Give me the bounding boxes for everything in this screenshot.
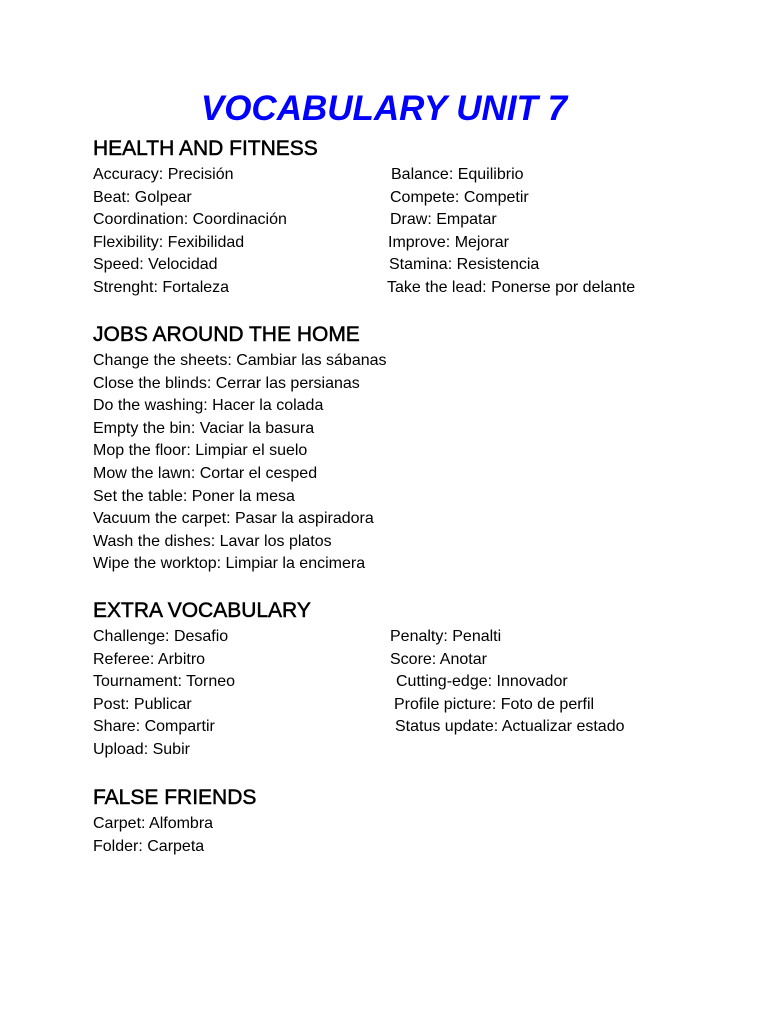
vocab-entry: Empty the bin: Vaciar la basura <box>93 419 315 437</box>
section-heading: EXTRA VOCABULARY <box>93 599 311 622</box>
vocab-entry: Take the lead: Ponerse por delante <box>387 278 636 296</box>
vocab-entry: Profile picture: Foto de perfil <box>394 695 595 713</box>
vocab-row <box>93 232 733 255</box>
vocab-entry: Wash the dishes: Lavar los platos <box>93 532 332 550</box>
vocab-entry: Coordination: Coordinación <box>93 211 287 229</box>
vocab-entry: Vacuum the carpet: Pasar la aspiradora <box>93 510 374 528</box>
vocab-entry: Flexibility: Fexibilidad <box>93 233 245 251</box>
section-health-and-fitness <box>93 136 733 300</box>
vocab-entry: Close the blinds: Cerrar las persianas <box>93 374 360 392</box>
section-extra-vocabulary <box>93 598 733 762</box>
vocab-entry: Change the sheets: Cambiar las sábanas <box>93 352 387 369</box>
vocab-row <box>93 531 733 554</box>
vocab-row <box>93 671 733 694</box>
vocab-row <box>93 395 733 418</box>
vocab-entry: Wipe the worktop: Limpiar la encimera <box>93 555 366 573</box>
vocab-entry: Strenght: Fortaleza <box>93 278 230 296</box>
document-title: VOCABULARY UNIT 7 <box>200 89 568 128</box>
vocab-row <box>93 716 733 739</box>
vocab-entry: Compete: Competir <box>390 188 529 206</box>
section-false-friends <box>93 785 733 858</box>
section-heading: FALSE FRIENDS <box>93 786 257 809</box>
vocab-row <box>93 373 733 396</box>
vocab-entry: Mop the floor: Limpiar el suelo <box>93 442 308 460</box>
vocab-entry: Challenge: Desafio <box>93 628 229 645</box>
vocab-entry: Do the washing: Hacer la colada <box>93 397 324 415</box>
vocab-entry: Speed: Velocidad <box>93 256 218 274</box>
vocab-row <box>93 508 733 531</box>
section-jobs-around-the-home <box>93 322 733 576</box>
vocab-entry: Set the table: Poner la mesa <box>93 487 295 505</box>
vocab-entry: Improve: Mejorar <box>388 233 509 251</box>
vocab-row <box>93 350 733 373</box>
vocab-entry: Penalty: Penalti <box>390 628 502 645</box>
vocab-entry: Beat: Golpear <box>93 188 192 206</box>
section-heading: JOBS AROUND THE HOME <box>93 323 360 346</box>
vocab-row <box>93 209 733 232</box>
vocab-row <box>93 739 733 762</box>
vocab-row <box>93 694 733 717</box>
vocab-row <box>93 463 733 486</box>
vocab-entry: Accuracy: Precisión <box>93 166 234 183</box>
vocab-entry: Stamina: Resistencia <box>389 256 540 274</box>
vocab-entry: Upload: Subir <box>93 740 190 758</box>
vocab-entry: Status update: Actualizar estado <box>395 718 625 736</box>
vocab-row <box>93 553 733 576</box>
vocab-entry: Balance: Equilibrio <box>391 166 524 183</box>
vocab-row <box>93 649 733 672</box>
vocab-entry: Cutting-edge: Innovador <box>396 673 568 691</box>
vocab-entry: Carpet: Alfombra <box>93 815 214 832</box>
vocab-row <box>93 187 733 210</box>
vocab-row <box>93 836 733 859</box>
vocab-row <box>93 164 733 187</box>
vocab-row <box>93 813 733 836</box>
vocab-row <box>93 440 733 463</box>
vocab-entry: Referee: Arbitro <box>93 650 206 668</box>
vocab-row <box>93 418 733 441</box>
vocab-row <box>93 254 733 277</box>
vocab-entry: Draw: Empatar <box>390 211 497 229</box>
section-heading: HEALTH AND FITNESS <box>93 137 318 160</box>
vocab-row <box>93 277 733 300</box>
vocab-entry: Score: Anotar <box>390 650 487 668</box>
vocab-entry: Share: Compartir <box>93 718 215 736</box>
vocab-row <box>93 626 733 649</box>
vocab-entry: Post: Publicar <box>93 695 192 713</box>
vocab-row <box>93 486 733 509</box>
vocab-entry: Tournament: Torneo <box>93 673 236 691</box>
vocab-entry: Mow the lawn: Cortar el cesped <box>93 464 318 482</box>
vocab-entry: Folder: Carpeta <box>93 837 205 855</box>
